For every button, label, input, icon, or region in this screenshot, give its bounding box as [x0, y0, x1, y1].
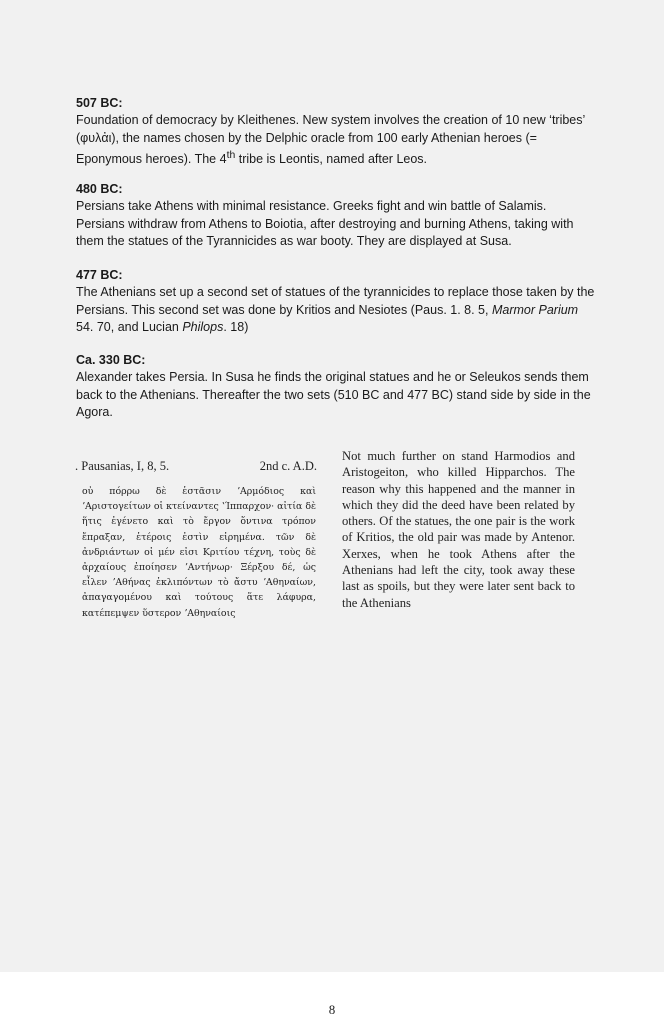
entry-body: Alexander takes Persia. In Susa he finds the original statues and he or Seleukos sends them back to the Athenians. Thereafter the two sets (510 BC and 477 BC) stand side by side in the Agora.: [76, 370, 591, 419]
timeline-entry-330bc: [76, 352, 596, 422]
timeline-entry-507bc: [76, 95, 596, 169]
greek-source-text: οὐ πόρρω δὲ ἑστᾶσιν ʼΑρμόδιος καὶ ʼΑριστογείτων οἱ κτείναντες ʽΊππαρχον· αἰτία δὲ ἥτις ἐγένετο καὶ τὸ ἔργον ὅντινα τρόπον ἔπραξαν, ἑτέροις ἐστὶν εἰρημένα. τῶν δὲ ἀνδριάντων οἱ μέν εἰσι Κριτίου τέχνη, τοὺς δὲ ἀρχαίους ἐποίησεν ʼΑντήνωρ· Ξέρξου δέ, ὡς εἷλεν ʼΑθήνας ἐκλιπόντων τὸ ἄστυ ʼΑθηναίων, ἀπαγαγομένου καὶ τούτους ἅτε λάφυρα, κατέπεμψεν ὕστερον ʼΑθηναίοις: [82, 486, 316, 619]
timeline-entry-477bc: [76, 267, 596, 337]
page-number: 8: [328, 1002, 336, 1017]
entry-body: Persians take Athens with minimal resistance. Greeks fight and win battle of Salamis. Persians withdraw from Athens to Boiotia, after destroying and burning Athens, taking with them the statues of the Tyrannicides as war booty. They are displayed at Susa.: [76, 199, 574, 248]
entry-heading: Ca. 330 BC:: [76, 353, 146, 367]
entry-body: The Athenians set up a second set of statues of the tyrannicides to replace those taken by the Persians. This second set was done by Kritios and Nesiotes (Paus. 1. 8. 5, Marmor Parium 54. 70, and Lucian Philops. 18): [76, 285, 595, 334]
source-reference: . Pausanias, I, 8, 5.: [75, 459, 170, 473]
timeline-entry-480bc: [76, 181, 596, 251]
entry-heading: 477 BC:: [76, 268, 123, 282]
source-date: 2nd c. A.D.: [259, 459, 317, 473]
entry-heading: 507 BC:: [76, 96, 123, 110]
entry-heading: 480 BC:: [76, 182, 123, 196]
entry-body: Foundation of democracy by Kleithenes. New system involves the creation of 10 new ‘tribes’ (φυλἀι), the names chosen by the Delphic oracle from 100 early Athenian heroes (= Eponymous heroes). The 4th tribe is Leontis, named after Leos.: [76, 113, 585, 167]
english-translation: Not much further on stand Harmodios and Aristogeiton, who killed Hipparchos. The reason why this happened and the manner in which they did the deed have been related by others. Of the statues, the one pair is the work of Kritios, the old pair was made by Antenor. Xerxes, when he took Athens after the Athenians had left the city, took away these last as spoils, but they were later sent back to the Athenians: [342, 449, 575, 610]
